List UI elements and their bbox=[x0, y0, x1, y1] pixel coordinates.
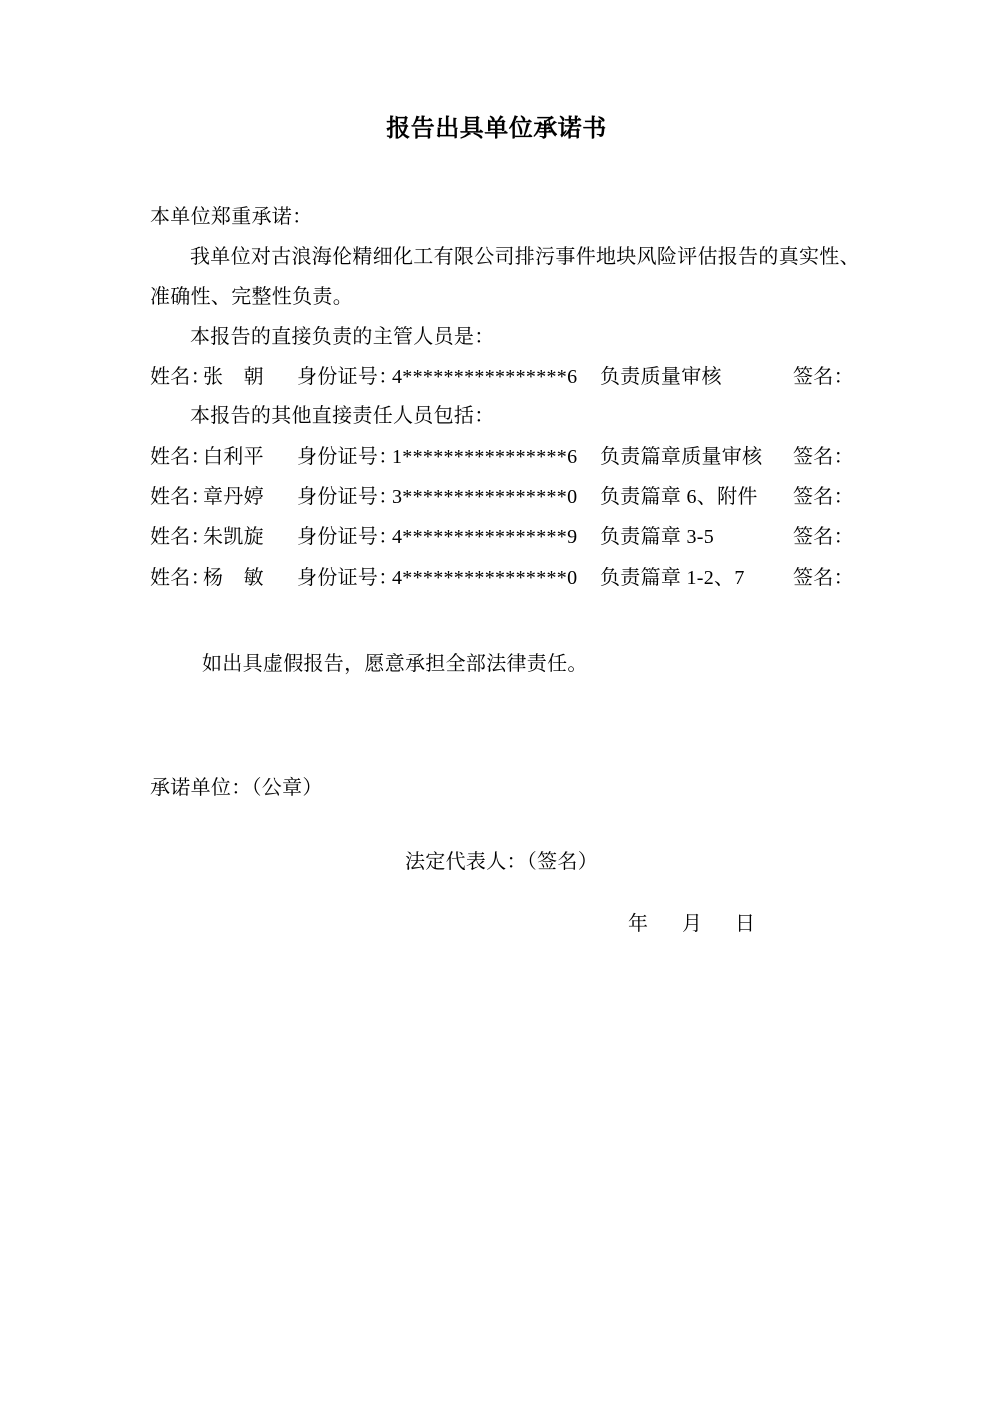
person-id-masked: 1****************6 bbox=[392, 446, 578, 468]
id-label: 身份证号： bbox=[297, 446, 399, 468]
person-role: 负责篇章质量审核 bbox=[600, 446, 763, 468]
name-label: 姓名： bbox=[150, 446, 211, 468]
person-id-masked: 4****************9 bbox=[392, 526, 578, 548]
id-label: 身份证号： bbox=[297, 486, 399, 508]
person-row bbox=[0, 444, 993, 470]
person-role: 负责篇章 6、附件 bbox=[600, 486, 758, 508]
date-year-label: 年 bbox=[628, 913, 648, 935]
name-label: 姓名： bbox=[150, 526, 211, 548]
name-label: 姓名： bbox=[150, 567, 211, 589]
person-name: 朱凯旋 bbox=[203, 526, 264, 548]
person-id-masked: 3****************0 bbox=[392, 486, 578, 508]
person-name: 杨 敏 bbox=[203, 567, 264, 589]
commitment-paragraph-line-1: 我单位对古浪海伦精细化工有限公司排污事件地块风险评估报告的真实性、 bbox=[190, 246, 860, 268]
person-name: 张 朝 bbox=[203, 366, 264, 388]
signature-label: 签名： bbox=[793, 486, 854, 508]
id-label: 身份证号： bbox=[297, 366, 399, 388]
date-month-label: 月 bbox=[682, 913, 702, 935]
person-row bbox=[0, 565, 993, 591]
commitment-paragraph-line-2: 准确性、完整性负责。 bbox=[150, 286, 353, 308]
document-title: 报告出具单位承诺书 bbox=[386, 116, 607, 142]
commitment-intro: 本单位郑重承诺： bbox=[150, 206, 313, 228]
person-row-supervisor bbox=[0, 364, 993, 390]
name-label: 姓名： bbox=[150, 486, 211, 508]
signature-label: 签名： bbox=[793, 567, 854, 589]
name-label: 姓名： bbox=[150, 366, 211, 388]
person-id-masked: 4****************0 bbox=[392, 567, 578, 589]
person-role: 负责质量审核 bbox=[600, 366, 722, 388]
signature-label: 签名： bbox=[793, 526, 854, 548]
person-role: 负责篇章 3-5 bbox=[600, 526, 715, 548]
legal-representative-line: 法定代表人：（签名） bbox=[405, 851, 598, 873]
person-id-masked: 4****************6 bbox=[392, 366, 578, 388]
id-label: 身份证号： bbox=[297, 567, 399, 589]
person-row bbox=[0, 484, 993, 510]
supervisor-section-heading: 本报告的直接负责的主管人员是： bbox=[190, 326, 495, 348]
person-row bbox=[0, 524, 993, 550]
person-name: 白利平 bbox=[203, 446, 264, 468]
signature-label: 签名： bbox=[793, 446, 854, 468]
person-role: 负责篇章 1-2、7 bbox=[600, 567, 745, 589]
date-day-label: 日 bbox=[735, 913, 755, 935]
unit-seal-line: 承诺单位：（公章） bbox=[150, 777, 323, 799]
id-label: 身份证号： bbox=[297, 526, 399, 548]
other-staff-section-heading: 本报告的其他直接责任人员包括： bbox=[190, 405, 495, 427]
liability-statement: 如出具虚假报告，愿意承担全部法律责任。 bbox=[202, 653, 588, 675]
person-name: 章丹婷 bbox=[203, 486, 264, 508]
signature-label: 签名： bbox=[793, 366, 854, 388]
